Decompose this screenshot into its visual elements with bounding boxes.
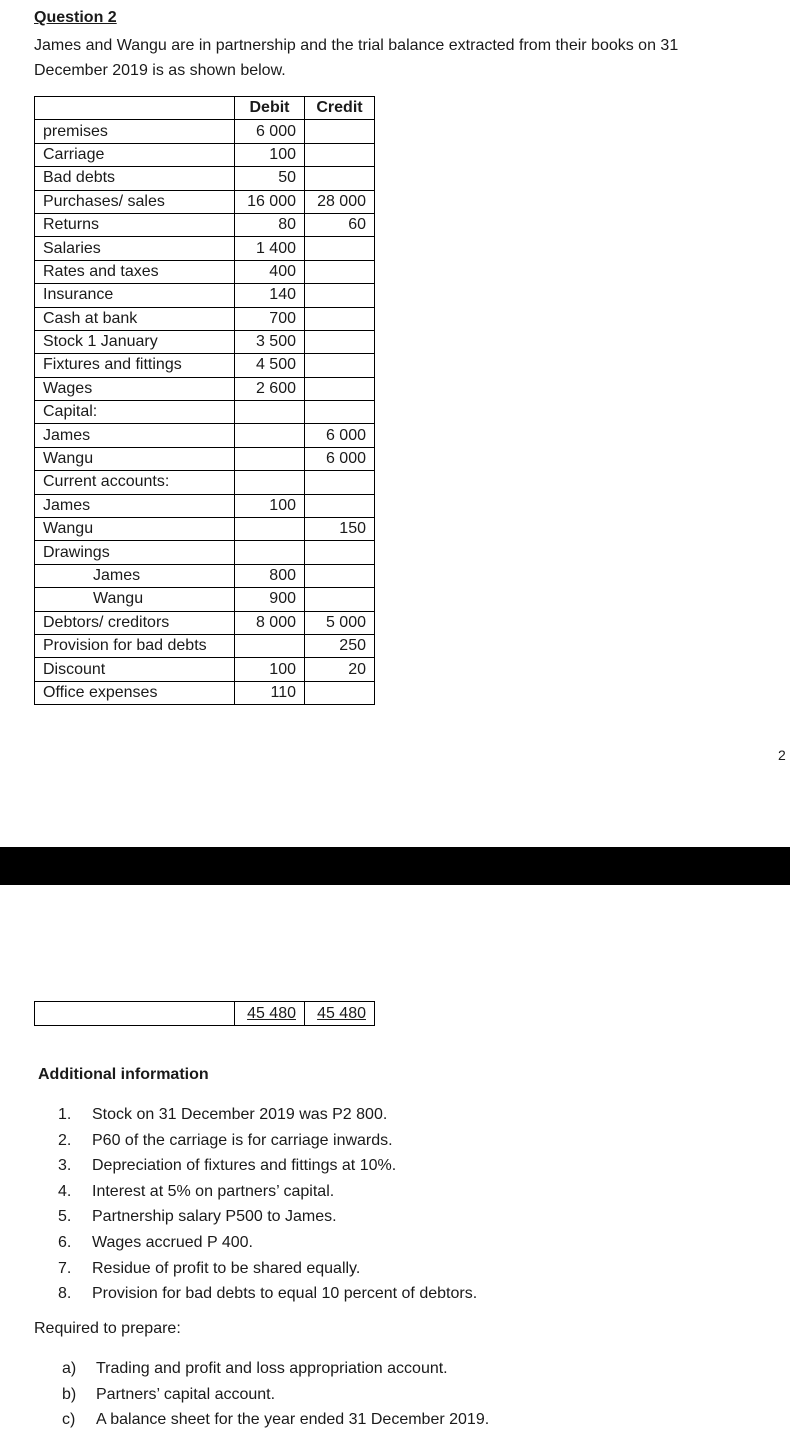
info-item-text: Residue of profit to be shared equally. <box>92 1259 361 1277</box>
info-item <box>58 1128 477 1154</box>
row-credit <box>305 143 375 166</box>
required-item <box>62 1382 489 1408</box>
table-row <box>35 494 375 517</box>
row-debit: 4 500 <box>235 354 305 377</box>
info-item-number: 4. <box>58 1182 72 1200</box>
row-credit <box>305 237 375 260</box>
header-particulars <box>35 97 235 120</box>
table-row <box>35 190 375 213</box>
row-label: Wages <box>35 377 235 400</box>
row-debit: 16 000 <box>235 190 305 213</box>
info-item-number: 3. <box>58 1157 72 1175</box>
row-label: Provision for bad debts <box>35 634 235 657</box>
row-debit: 900 <box>235 588 305 611</box>
row-credit <box>305 167 375 190</box>
row-credit <box>305 401 375 424</box>
table-row <box>35 634 375 657</box>
row-label: Discount <box>35 658 235 681</box>
row-credit: 250 <box>305 634 375 657</box>
row-credit <box>305 564 375 587</box>
row-debit: 110 <box>235 681 305 704</box>
row-debit: 400 <box>235 260 305 283</box>
table-row <box>35 681 375 704</box>
row-label: Salaries <box>35 237 235 260</box>
trial-balance-table <box>34 96 375 705</box>
row-debit: 100 <box>235 143 305 166</box>
question-title: Question 2 <box>34 9 117 26</box>
info-item-text: Provision for bad debts to equal 10 percent of debtors. <box>92 1285 478 1303</box>
info-item-number: 5. <box>58 1208 72 1226</box>
required-item-number: a) <box>62 1360 77 1377</box>
table-row <box>35 260 375 283</box>
table-row <box>35 611 375 634</box>
row-debit: 80 <box>235 213 305 236</box>
totals-label <box>35 1002 235 1026</box>
row-debit <box>235 447 305 470</box>
table-row <box>35 284 375 307</box>
info-item-text: Partnership salary P500 to James. <box>92 1208 337 1226</box>
row-debit: 100 <box>235 658 305 681</box>
row-label: Fixtures and fittings <box>35 354 235 377</box>
table-row <box>35 120 375 143</box>
info-item <box>58 1102 477 1128</box>
row-label: Office expenses <box>35 681 235 704</box>
row-label: Wangu <box>35 588 235 611</box>
row-credit: 6 000 <box>305 424 375 447</box>
totals-credit: 45 480 <box>305 1002 375 1026</box>
info-item-text: P60 of the carriage is for carriage inwards. <box>92 1131 393 1149</box>
row-credit <box>305 260 375 283</box>
row-debit: 100 <box>235 494 305 517</box>
required-item-number: b) <box>62 1385 77 1403</box>
info-item <box>58 1204 477 1230</box>
row-label: Cash at bank <box>35 307 235 330</box>
row-label: Drawings <box>35 541 235 564</box>
info-item-text: Wages accrued P 400. <box>92 1233 253 1251</box>
row-debit: 1 400 <box>235 237 305 260</box>
info-item-text: Stock on 31 December 2019 was P2 800. <box>92 1106 388 1123</box>
row-credit: 150 <box>305 518 375 541</box>
row-label: Rates and taxes <box>35 260 235 283</box>
info-item <box>58 1153 477 1179</box>
row-credit <box>305 330 375 353</box>
row-label: Current accounts: <box>35 471 235 494</box>
row-credit: 20 <box>305 658 375 681</box>
row-credit <box>305 284 375 307</box>
totals-debit: 45 480 <box>235 1002 305 1026</box>
required-item-number: c) <box>62 1411 76 1429</box>
table-row <box>35 330 375 353</box>
table-row <box>35 307 375 330</box>
row-label: Carriage <box>35 143 235 166</box>
info-item <box>58 1179 477 1205</box>
info-item-number: 7. <box>58 1259 72 1277</box>
row-debit <box>235 541 305 564</box>
row-credit <box>305 354 375 377</box>
row-label: Insurance <box>35 284 235 307</box>
trial-balance-totals <box>34 1001 375 1026</box>
row-credit <box>305 494 375 517</box>
row-credit: 6 000 <box>305 447 375 470</box>
table-row <box>35 424 375 447</box>
row-debit <box>235 424 305 447</box>
row-debit <box>235 471 305 494</box>
additional-info-title: Additional information <box>38 1066 209 1083</box>
row-debit <box>235 401 305 424</box>
intro-line-2: December 2019 is as shown below. <box>34 62 286 79</box>
table-row <box>35 518 375 541</box>
row-label: Wangu <box>35 447 235 470</box>
row-label: Stock 1 January <box>35 330 235 353</box>
info-item <box>58 1281 477 1307</box>
row-debit: 50 <box>235 167 305 190</box>
info-item <box>58 1230 477 1256</box>
table-row <box>35 377 375 400</box>
info-item-number: 6. <box>58 1233 72 1251</box>
header-credit: Credit <box>305 97 375 120</box>
info-item-number: 1. <box>58 1106 72 1123</box>
info-item <box>58 1256 477 1282</box>
row-debit: 8 000 <box>235 611 305 634</box>
header-debit: Debit <box>235 97 305 120</box>
question-intro <box>34 33 774 83</box>
row-label: Capital: <box>35 401 235 424</box>
required-item-text: Partners’ capital account. <box>96 1385 276 1403</box>
required-item <box>62 1407 489 1433</box>
row-credit <box>305 307 375 330</box>
row-credit <box>305 681 375 704</box>
row-credit: 28 000 <box>305 190 375 213</box>
row-label: James <box>35 424 235 447</box>
row-label: Debtors/ creditors <box>35 611 235 634</box>
row-credit: 5 000 <box>305 611 375 634</box>
table-row <box>35 401 375 424</box>
row-label: Returns <box>35 213 235 236</box>
totals-row <box>35 1002 375 1026</box>
row-credit <box>305 588 375 611</box>
row-credit <box>305 377 375 400</box>
row-label: Wangu <box>35 518 235 541</box>
trial-balance-header <box>35 97 375 120</box>
required-item <box>62 1356 489 1382</box>
page-break-band <box>0 847 790 885</box>
table-row <box>35 143 375 166</box>
page-number: 2 <box>778 747 786 763</box>
row-debit: 140 <box>235 284 305 307</box>
row-credit <box>305 541 375 564</box>
row-label: James <box>35 494 235 517</box>
row-credit: 60 <box>305 213 375 236</box>
table-row <box>35 588 375 611</box>
table-row <box>35 237 375 260</box>
row-debit: 700 <box>235 307 305 330</box>
row-credit <box>305 471 375 494</box>
row-label: James <box>35 564 235 587</box>
required-title: Required to prepare: <box>34 1320 181 1337</box>
required-list <box>62 1356 489 1433</box>
table-row <box>35 354 375 377</box>
row-debit <box>235 518 305 541</box>
info-item-text: Interest at 5% on partners’ capital. <box>92 1182 335 1200</box>
table-row <box>35 541 375 564</box>
row-label: premises <box>35 120 235 143</box>
table-row <box>35 564 375 587</box>
row-credit <box>305 120 375 143</box>
required-item-text: A balance sheet for the year ended 31 December 2019. <box>96 1411 490 1429</box>
row-debit: 800 <box>235 564 305 587</box>
row-debit: 6 000 <box>235 120 305 143</box>
table-row <box>35 658 375 681</box>
intro-line-1: James and Wangu are in partnership and the trial balance extracted from their books on 31 <box>34 37 679 54</box>
info-item-text: Depreciation of fixtures and fittings at 10%. <box>92 1157 397 1175</box>
additional-info-list <box>58 1102 477 1307</box>
row-debit <box>235 634 305 657</box>
required-item-text: Trading and profit and loss appropriation account. <box>96 1360 448 1377</box>
info-item-number: 2. <box>58 1131 72 1149</box>
table-row <box>35 213 375 236</box>
info-item-number: 8. <box>58 1285 72 1303</box>
row-debit: 3 500 <box>235 330 305 353</box>
table-row <box>35 471 375 494</box>
table-row <box>35 167 375 190</box>
row-label: Purchases/ sales <box>35 190 235 213</box>
table-row <box>35 447 375 470</box>
row-label: Bad debts <box>35 167 235 190</box>
row-debit: 2 600 <box>235 377 305 400</box>
